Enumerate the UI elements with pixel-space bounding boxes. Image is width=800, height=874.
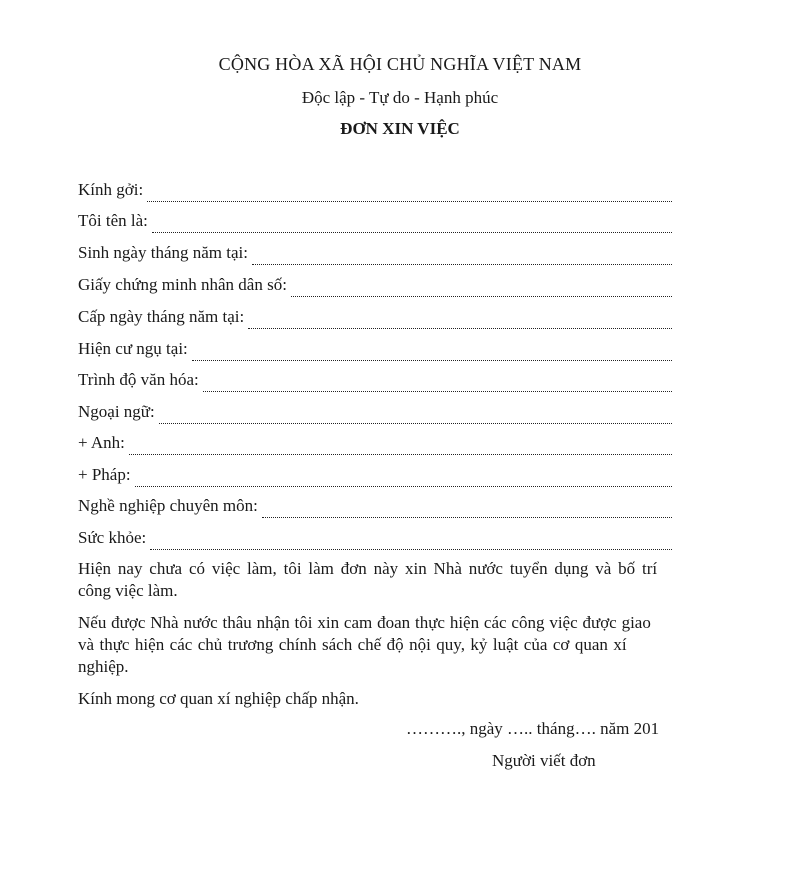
field-label: Tôi tên là: bbox=[78, 211, 148, 230]
paragraph-commitment bbox=[78, 612, 698, 678]
field-label: Cấp ngày tháng năm tại: bbox=[78, 307, 245, 326]
field-label: Giấy chứng minh nhân dân số: bbox=[78, 275, 287, 294]
field-label: + Anh: bbox=[78, 433, 125, 452]
recipient-input-line[interactable] bbox=[147, 198, 672, 202]
id-number-input-line[interactable] bbox=[291, 293, 672, 297]
english-input-line[interactable] bbox=[129, 451, 672, 455]
foreign-language-input-line[interactable] bbox=[159, 420, 672, 424]
paragraph-line: nghiệp. bbox=[78, 657, 129, 676]
birth-info-input-line[interactable] bbox=[252, 261, 672, 265]
field-label: Hiện cư ngụ tại: bbox=[78, 339, 188, 358]
paragraph-line: và thực hiện các chủ trương chính sách chế độ nội quy, kỷ luật của cơ quan xí bbox=[78, 635, 627, 654]
current-address-input-line[interactable] bbox=[192, 357, 672, 361]
id-issue-input-line[interactable] bbox=[248, 325, 672, 329]
field-label: Sức khỏe: bbox=[78, 528, 147, 547]
field-french bbox=[78, 465, 672, 489]
paragraph-request bbox=[78, 558, 698, 602]
full-name-input-line[interactable] bbox=[152, 229, 672, 233]
paragraph-line: Hiện nay chưa có việc làm, tôi làm đơn này xin Nhà nước tuyển dụng và bố trí bbox=[78, 559, 658, 578]
field-english bbox=[78, 433, 672, 457]
field-label: Trình độ văn hóa: bbox=[78, 370, 199, 389]
date-line: ………., ngày ….. tháng…. năm 201 bbox=[406, 719, 660, 738]
field-current-address bbox=[78, 339, 672, 363]
field-education-level bbox=[78, 370, 672, 394]
field-profession bbox=[78, 496, 672, 520]
paragraph-line: công việc làm. bbox=[78, 581, 178, 600]
field-id-number bbox=[78, 275, 672, 299]
field-birth-info bbox=[78, 243, 672, 267]
field-id-issue bbox=[78, 307, 672, 331]
health-input-line[interactable] bbox=[150, 546, 672, 550]
paragraph-line: Nếu được Nhà nước thâu nhận tôi xin cam đoan thực hiện các công việc được giao bbox=[78, 613, 651, 632]
education-level-input-line[interactable] bbox=[203, 388, 672, 392]
field-health bbox=[78, 528, 672, 552]
motto-heading: Độc lập - Tự do - Hạnh phúc bbox=[301, 88, 499, 107]
signer-label: Người viết đơn bbox=[492, 751, 596, 770]
french-input-line[interactable] bbox=[135, 483, 672, 487]
paragraph-line: Kính mong cơ quan xí nghiệp chấp nhận. bbox=[78, 689, 359, 708]
field-label: Nghề nghiệp chuyên môn: bbox=[78, 496, 258, 515]
field-recipient bbox=[78, 180, 672, 204]
field-label: Kính gởi: bbox=[78, 180, 144, 199]
field-foreign-language bbox=[78, 402, 672, 426]
field-full-name bbox=[78, 211, 672, 235]
field-label: Sinh ngày tháng năm tại: bbox=[78, 243, 248, 262]
field-label: + Pháp: bbox=[78, 465, 131, 484]
profession-input-line[interactable] bbox=[262, 514, 672, 518]
document-title: ĐƠN XIN VIỆC bbox=[340, 119, 460, 138]
field-label: Ngoại ngữ: bbox=[78, 402, 155, 421]
nation-heading: CỘNG HÒA XÃ HỘI CHỦ NGHĨA VIỆT NAM bbox=[218, 54, 582, 74]
paragraph-closing bbox=[78, 688, 698, 710]
